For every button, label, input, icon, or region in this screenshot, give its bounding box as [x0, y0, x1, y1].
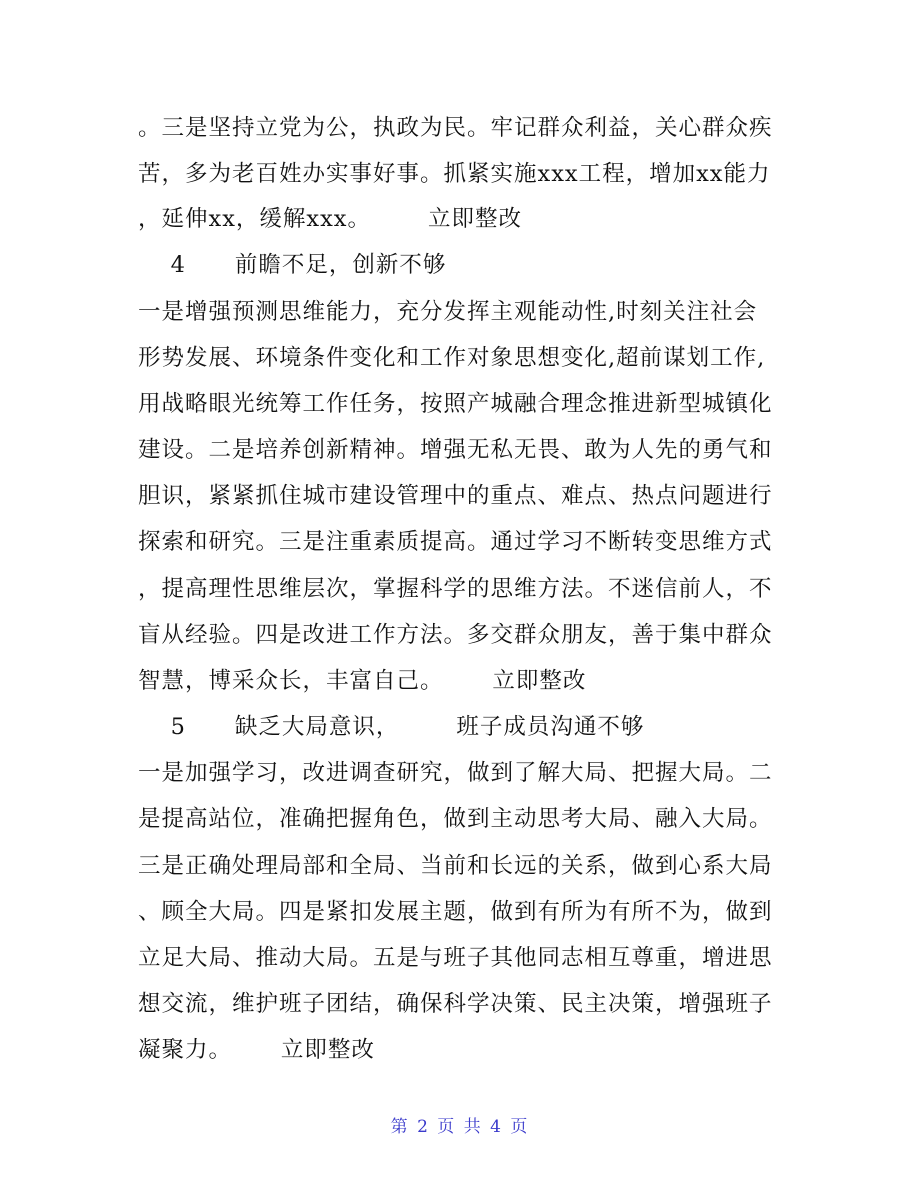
- text-line: 想交流，维护班子团结，确保科学决策、民主决策，增强班子: [138, 991, 773, 1017]
- text-line: 三是正确处理局部和全局、当前和长远的关系，做到心系大局: [138, 853, 773, 879]
- text-line: 是提高站位，准确把握角色，做到主动思考大局、融入大局。: [138, 806, 773, 832]
- text-line: 建设。二是培养创新精神。增强无私无畏、敢为人先的勇气和: [138, 437, 773, 463]
- text-line: 探索和研究。三是注重素质提高。通过学习不断转变思维方式: [138, 529, 773, 555]
- text-line: 立足大局、推动大局。五是与班子其他同志相互尊重，增进思: [138, 945, 773, 971]
- text-line: 一是增强预测思维能力，充分发挥主观能动性,时刻关注社会: [138, 299, 758, 325]
- text-line: 一是加强学习，改进调查研究，做到了解大局、把握大局。二: [138, 760, 773, 786]
- text-line: 苦，多为老百姓办实事好事。抓紧实施xxx工程，增加xx能力: [138, 161, 771, 187]
- text-line: 胆识，紧紧抓住城市建设管理中的重点、难点、热点问题进行: [138, 483, 773, 509]
- text-line: 、顾全大局。四是紧扣发展主题，做到有所为有所不为，做到: [138, 899, 773, 925]
- text-line: 凝聚力。 立即整改: [138, 1037, 375, 1063]
- text-line: 盲从经验。四是改进工作方法。多交群众朋友，善于集中群众: [138, 622, 773, 648]
- section-heading: 5 缺乏大局意识， 班子成员沟通不够: [138, 714, 645, 740]
- text-line: 智慧，博采众长，丰富自己。 立即整改: [138, 668, 587, 694]
- section-heading: 4 前瞻不足，创新不够: [138, 252, 447, 278]
- page-footer: 第 2 页 共 4 页: [390, 1117, 530, 1137]
- text-line: 。三是坚持立党为公，执政为民。牢记群众利益，关心群众疾: [138, 115, 773, 141]
- text-line: 用战略眼光统筹工作任务，按照产城融合理念推进新型城镇化: [138, 391, 773, 417]
- text-line: ，延伸xx，缓解xxx。 立即整改: [138, 206, 523, 232]
- text-line: 形势发展、环境条件变化和工作对象思想变化,超前谋划工作,: [138, 345, 766, 371]
- text-line: ，提高理性思维层次，掌握科学的思维方法。不迷信前人，不: [138, 576, 773, 602]
